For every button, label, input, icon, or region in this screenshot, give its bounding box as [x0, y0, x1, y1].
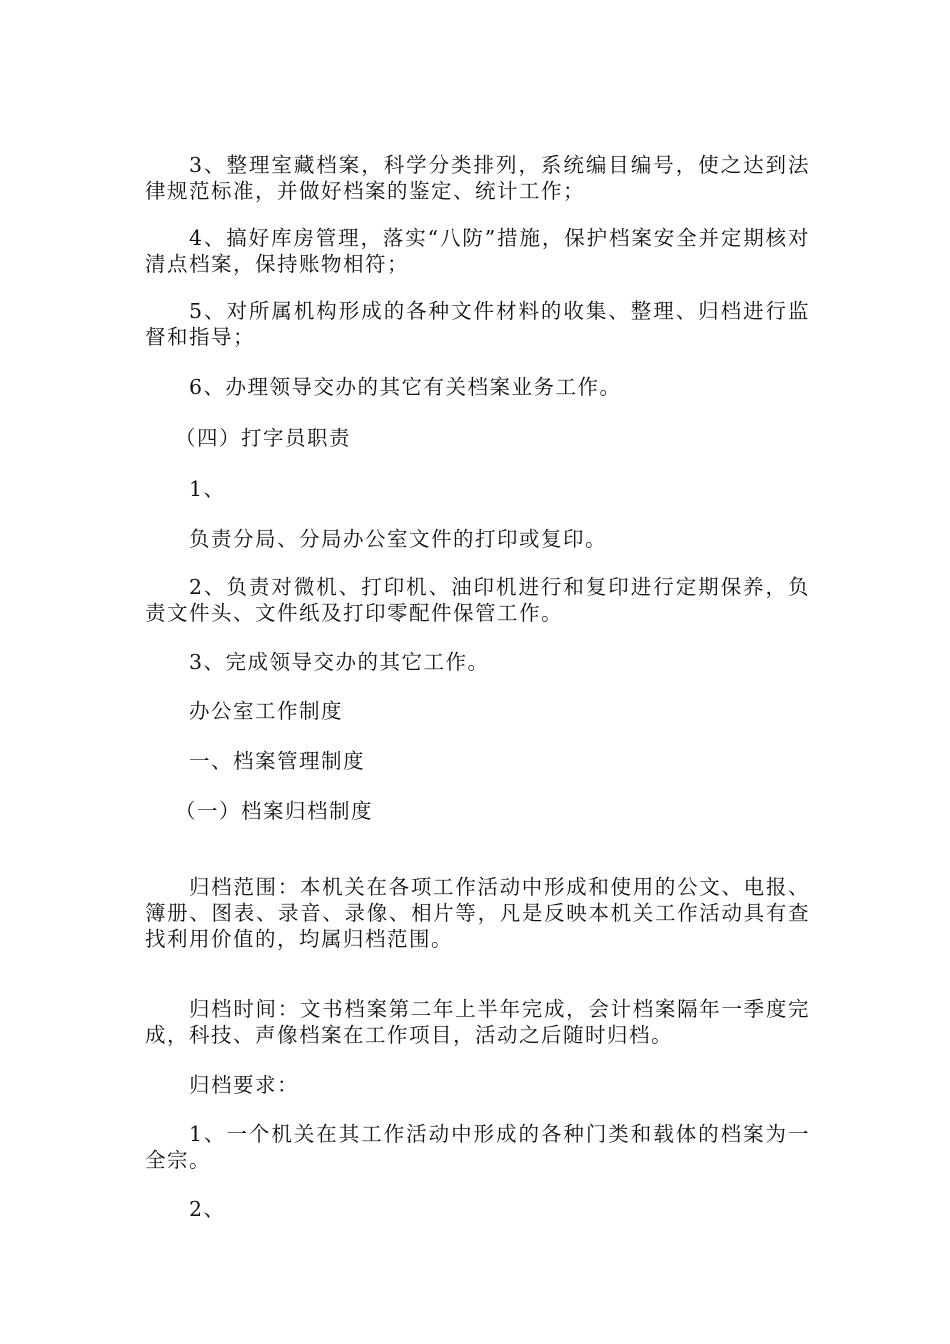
paragraph-other-archive-work: 6、办理领导交办的其它有关档案业务工作。	[189, 375, 622, 399]
paragraph-requirement-1: 1、一个机关在其工作活动中形成的各种门类和载体的档案为一全宗。	[145, 1122, 810, 1172]
list-number-2: 2、	[189, 1197, 226, 1221]
paragraph-printing-duty: 负责分局、分局办公室文件的打印或复印。	[189, 527, 607, 551]
paragraph-storage-management: 4、搞好库房管理，落实“八防”措施，保护档案安全并定期核对清点档案，保持账物相符；	[145, 226, 810, 276]
paragraph-maintenance-duty: 2、负责对微机、打印机、油印机进行和复印进行定期保养，负责文件头、文件纸及打印零配件保管工作。	[145, 575, 810, 625]
paragraph-supervision: 5、对所属机构形成的各种文件材料的收集、整理、归档进行监督和指导；	[145, 299, 810, 349]
section-heading-typist-duties: （四）打字员职责	[175, 426, 351, 450]
paragraph-archiving-scope: 归档范围：本机关在各项工作活动中形成和使用的公文、电报、簿册、图表、录音、录像、相片等，凡是反映本机关工作活动具有查找利用价值的，均属归档范围。	[145, 875, 810, 951]
list-number-1: 1、	[189, 477, 226, 501]
heading-archiving-requirements: 归档要求：	[189, 1073, 299, 1097]
paragraph-archiving-time: 归档时间：文书档案第二年上半年完成，会计档案隔年一季度完成，科技、声像档案在工作项目，活动之后随时归档。	[145, 997, 810, 1047]
paragraph-other-tasks: 3、完成领导交办的其它工作。	[189, 650, 490, 674]
heading-archiving-rules: （一）档案归档制度	[175, 799, 373, 823]
heading-office-rules: 办公室工作制度	[189, 699, 343, 723]
paragraph-archive-arrangement: 3、整理室藏档案，科学分类排列，系统编目编号，使之达到法律规范标准，并做好档案的鉴定、统计工作；	[145, 153, 810, 203]
heading-archive-management: 一、档案管理制度	[189, 749, 365, 773]
